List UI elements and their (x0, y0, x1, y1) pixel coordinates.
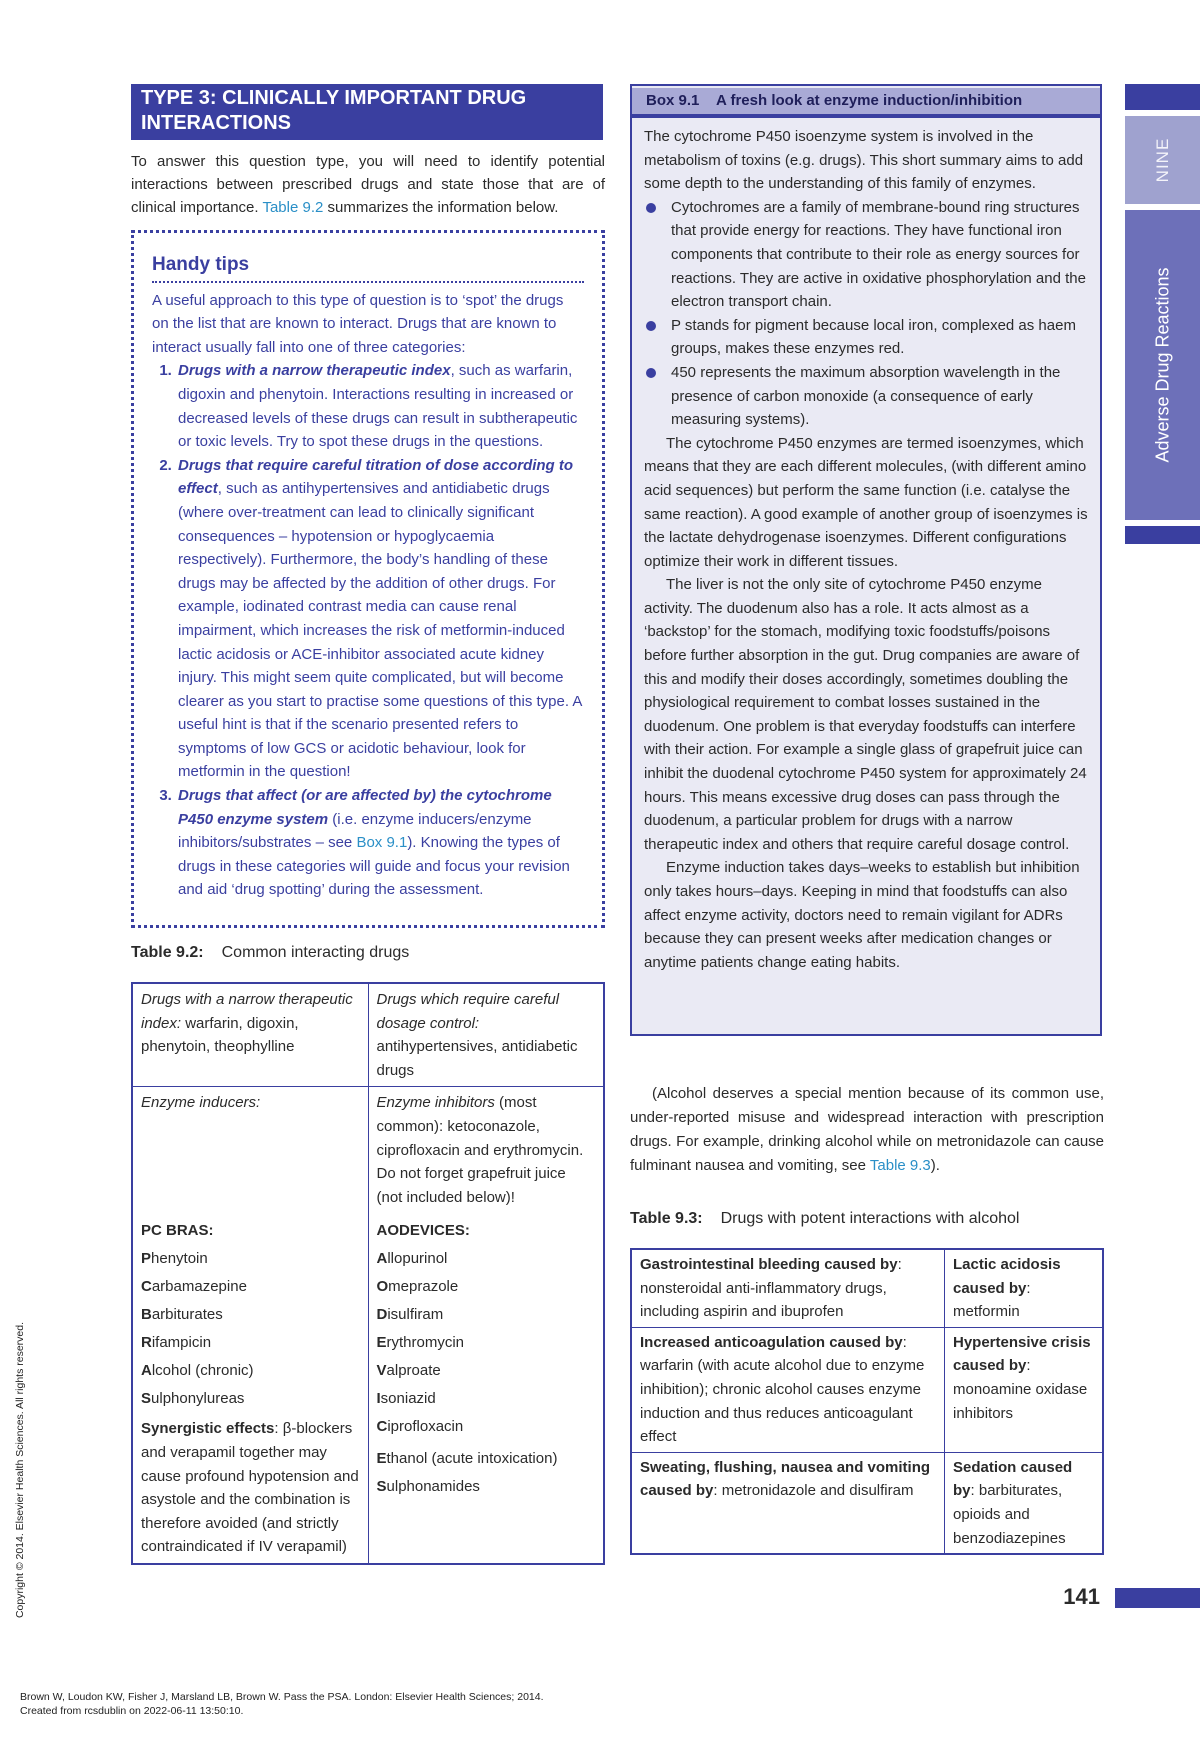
table-cell: Lactic acidosis caused by: metformin (945, 1249, 1104, 1327)
inducer-item: Barbiturates (141, 1306, 223, 1324)
inhibitor-item: Allopurinol (376, 1250, 448, 1268)
inducers-title: PC BRAS: (141, 1222, 214, 1240)
table-9-2 (131, 982, 605, 1565)
inhibitor-item: Sulphonamides (376, 1478, 480, 1496)
copyright-notice: Copyright © 2014. Elsevier Health Sciences. All rights reserved. (14, 1321, 26, 1619)
handy-tips-title: Handy tips (152, 253, 584, 283)
page-number-bar (1115, 1588, 1200, 1608)
inhibitor-item: Disulfiram (376, 1306, 444, 1324)
chapter-label: NINE (1152, 137, 1172, 183)
handy-tips-intro: A useful approach to this type of question is to ‘spot’ the drugs on the list that are known to interact. Drugs that are known to interact usually fall into one of three categories: (152, 291, 564, 356)
section-heading-line1: TYPE 3: CLINICALLY IMPORTANT DRUG (141, 87, 527, 109)
inhibitor-item: Ciprofloxacin (376, 1418, 464, 1436)
inhibitor-item: Isoniazid (376, 1390, 436, 1408)
table-row (132, 1087, 604, 1214)
table-9-2-caption: Table 9.2: Common interacting drugs (131, 944, 410, 961)
side-tab-bar-top (1125, 84, 1200, 110)
box-bullet: 450 represents the maximum absorption wavelength in the presence of carbon monoxide (a consequence of early measuring systems). (644, 361, 1088, 432)
inhibitors-title: AODEVICES: (376, 1222, 470, 1240)
table-row (132, 1213, 604, 1564)
inducer-item: Carbamazepine (141, 1278, 247, 1296)
handy-tip-item: 1. Drugs with a narrow therapeutic index, such as warfarin, digoxin and phenytoin. Interactions resulting in increased or decreased levels of these drugs can result in subtherapeutic or toxic levels. Try to spot these drugs in the questions. (176, 359, 584, 453)
box-bullet: Cytochromes are a family of membrane-bound ring structures that provide energy for reactions. They have functional iron components that contribute to their role as energy sources for reactions. They are active in oxidative phosphorylation and the electron transport chain. (644, 196, 1088, 314)
citation-line1: Brown W, Loudon KW, Fisher J, Marsland LB, Brown W. Pass the PSA. London: Elsevier Health Sciences; 2014. (20, 1691, 544, 1703)
table-row (631, 1249, 1103, 1327)
table-cell: Gastrointestinal bleeding caused by: nonsteroidal anti-inflammatory drugs, including aspirin and ibuprofen (631, 1249, 945, 1327)
table-cell: Drugs with a narrow therapeutic index: warfarin, digoxin, phenytoin, theophylline (132, 983, 368, 1087)
inducer-item: Phenytoin (141, 1250, 208, 1268)
inhibitor-item: Erythromycin (376, 1334, 465, 1352)
box-9-1-header (632, 88, 1100, 118)
table-cell: Sweating, flushing, nausea and vomiting caused by: metronidazole and disulfiram (631, 1452, 945, 1554)
synergistic-effects: Synergistic effects: β-blockers and verapamil together may cause profound hypotension and asystole and the combination is therefore avoided (and strictly contraindicated if IV verapamil) (141, 1420, 359, 1556)
box-9-1-title: A fresh look at enzyme induction/inhibition (716, 92, 1023, 109)
inhibitor-item: Ethanol (acute intoxication) (376, 1450, 558, 1468)
table-cell: Sedation caused by: barbiturates, opioids and benzodiazepines (945, 1452, 1104, 1554)
citation (20, 1690, 544, 1718)
box-bullet: P stands for pigment because local iron, complexed as haem groups, makes these enzymes red. (644, 314, 1088, 361)
table-cell: Hypertensive crisis caused by: monoamine oxidase inhibitors (945, 1327, 1104, 1452)
inhibitor-item: Valproate (376, 1362, 441, 1380)
table-9-3 (630, 1248, 1104, 1555)
handy-tips-box (131, 230, 605, 928)
box-9-1-body (632, 118, 1100, 974)
handy-tip-item: 2. Drugs that require careful titration of dose according to effect, such as antihypertensives and antidiabetic drugs (where over-treatment can lead to clinically significant consequences – hypotension or hypoglycaemia respectively). Furthermore, the body’s handling of these drugs may be affected by the addition of other drugs. For example, iodinated contrast media can cause renal impairment, which increases the risk of metformin-induced lactic acidosis or ACE-inhibitor associated acute kidney injury. This might seem quite complicated, but will become clearer as you start to practise some questions of this type. A useful hint is that if the scenario presented refers to symptoms of low GCS or acidotic behaviour, look for metformin in the question! (176, 454, 584, 784)
box-9-1 (630, 84, 1102, 1036)
handy-tips-list (152, 359, 584, 902)
inducer-item: Alcohol (chronic) (141, 1362, 254, 1380)
box-paragraph: The cytochrome P450 enzymes are termed isoenzymes, which means that they are each different molecules, (with different amino acid sequences) but perform the same function (i.e. catalyse the same reaction). A good example of another group of isoenzymes is the lactate dehydrogenase isoenzymes. Different configurations optimize their work in different tissues. (644, 434, 1088, 570)
inducer-item: Rifampicin (141, 1334, 212, 1352)
inducer-item: Sulphonylureas (141, 1390, 245, 1408)
box-paragraph: The cytochrome P450 isoenzyme system is involved in the metabolism of toxins (e.g. drugs). This short summary aims to add some depth to the understanding of this family of enzymes. (644, 128, 1084, 193)
table-9-3-link[interactable]: Table 9.3 (869, 1157, 931, 1174)
section-heading-line2: INTERACTIONS (141, 112, 291, 134)
table-9-2-link[interactable]: Table 9.2 (262, 199, 324, 216)
table-row (631, 1452, 1103, 1554)
box-9-1-link[interactable]: Box 9.1 (356, 834, 408, 852)
handy-tip-item: 3. Drugs that affect (or are affected by) the cytochrome P450 enzyme system (i.e. enzyme inducers/enzyme inhibitors/substrates – see Box 9.1). Knowing the types of drugs in these categories will guide and focus your revision and aid ‘drug spotting’ during the assessment. (176, 784, 584, 902)
box-paragraph: Enzyme induction takes days–weeks to establish but inhibition only takes hours–days. Keeping in mind that foodstuffs can also affect enzyme activity, doctors need to remain vigilant for ADRs because they can present weeks after medication changes or anytime patients change eating habits. (644, 859, 1080, 971)
box-bullet-list (644, 196, 1088, 432)
page-number: 141 (1063, 1584, 1100, 1609)
table-cell: Drugs which require careful dosage control: antihypertensives, antidiabetic drugs (368, 983, 604, 1087)
table-cell: Enzyme inducers: (132, 1087, 368, 1214)
table-row (132, 983, 604, 1087)
table-cell: Increased anticoagulation caused by: warfarin (with acute alcohol due to enzyme inhibition); chronic alcohol causes enzyme induction and thus reduces anticoagulant effect (631, 1327, 945, 1452)
section-label: Adverse Drug Reactions (1152, 267, 1172, 463)
citation-line2: Created from rcsdublin on 2022-06-11 13:50:10. (20, 1705, 244, 1717)
section-tab (1125, 210, 1200, 520)
side-tab-bar-bottom (1125, 526, 1200, 544)
table-cell (368, 1213, 604, 1564)
table-row (631, 1327, 1103, 1452)
box-9-1-label: Box 9.1 (646, 92, 700, 109)
table-9-3-caption: Table 9.3: Drugs with potent interactions with alcohol (630, 1210, 1020, 1227)
box-paragraph: The liver is not the only site of cytochrome P450 enzyme activity. The duodenum also has a role. It acts almost as a ‘backstop’ for the stomach, modifying toxic foodstuffs/poisons before further absorption in the gut. Drug companies are aware of this and modify their doses accordingly, sometimes doubling the physiological requirement to combat losses sustained in the duodenum. One problem is that everyday foodstuffs can interfere with their action. For example a single glass of grapefruit juice can inhibit the duodenal cytochrome P450 system for approximately 24 hours. This means excessive drug doses can pass through the duodenum, a particular problem for drugs with a narrow therapeutic index and others that require careful dosage control. (644, 576, 1087, 853)
section-heading (131, 84, 603, 140)
table-cell (132, 1213, 368, 1564)
alcohol-paragraph: (Alcohol deserves a special mention because of its common use, under-reported misuse and widespread interaction with prescription drugs. For example, drinking alcohol while on metronidazole can cause fulminant nausea and vomiting, see Table 9.3). (630, 1085, 1104, 1174)
inhibitor-item: Omeprazole (376, 1278, 459, 1296)
table-cell: Enzyme inhibitors (most common): ketoconazole, ciprofloxacin and erythromycin. Do not forget grapefruit juice (not included below)! (368, 1087, 604, 1214)
chapter-tab (1125, 116, 1200, 204)
intro-paragraph: To answer this question type, you will need to identify potential interactions between prescribed drugs and state those that are of clinical importance. Table 9.2 summarizes the information below. (131, 153, 605, 216)
